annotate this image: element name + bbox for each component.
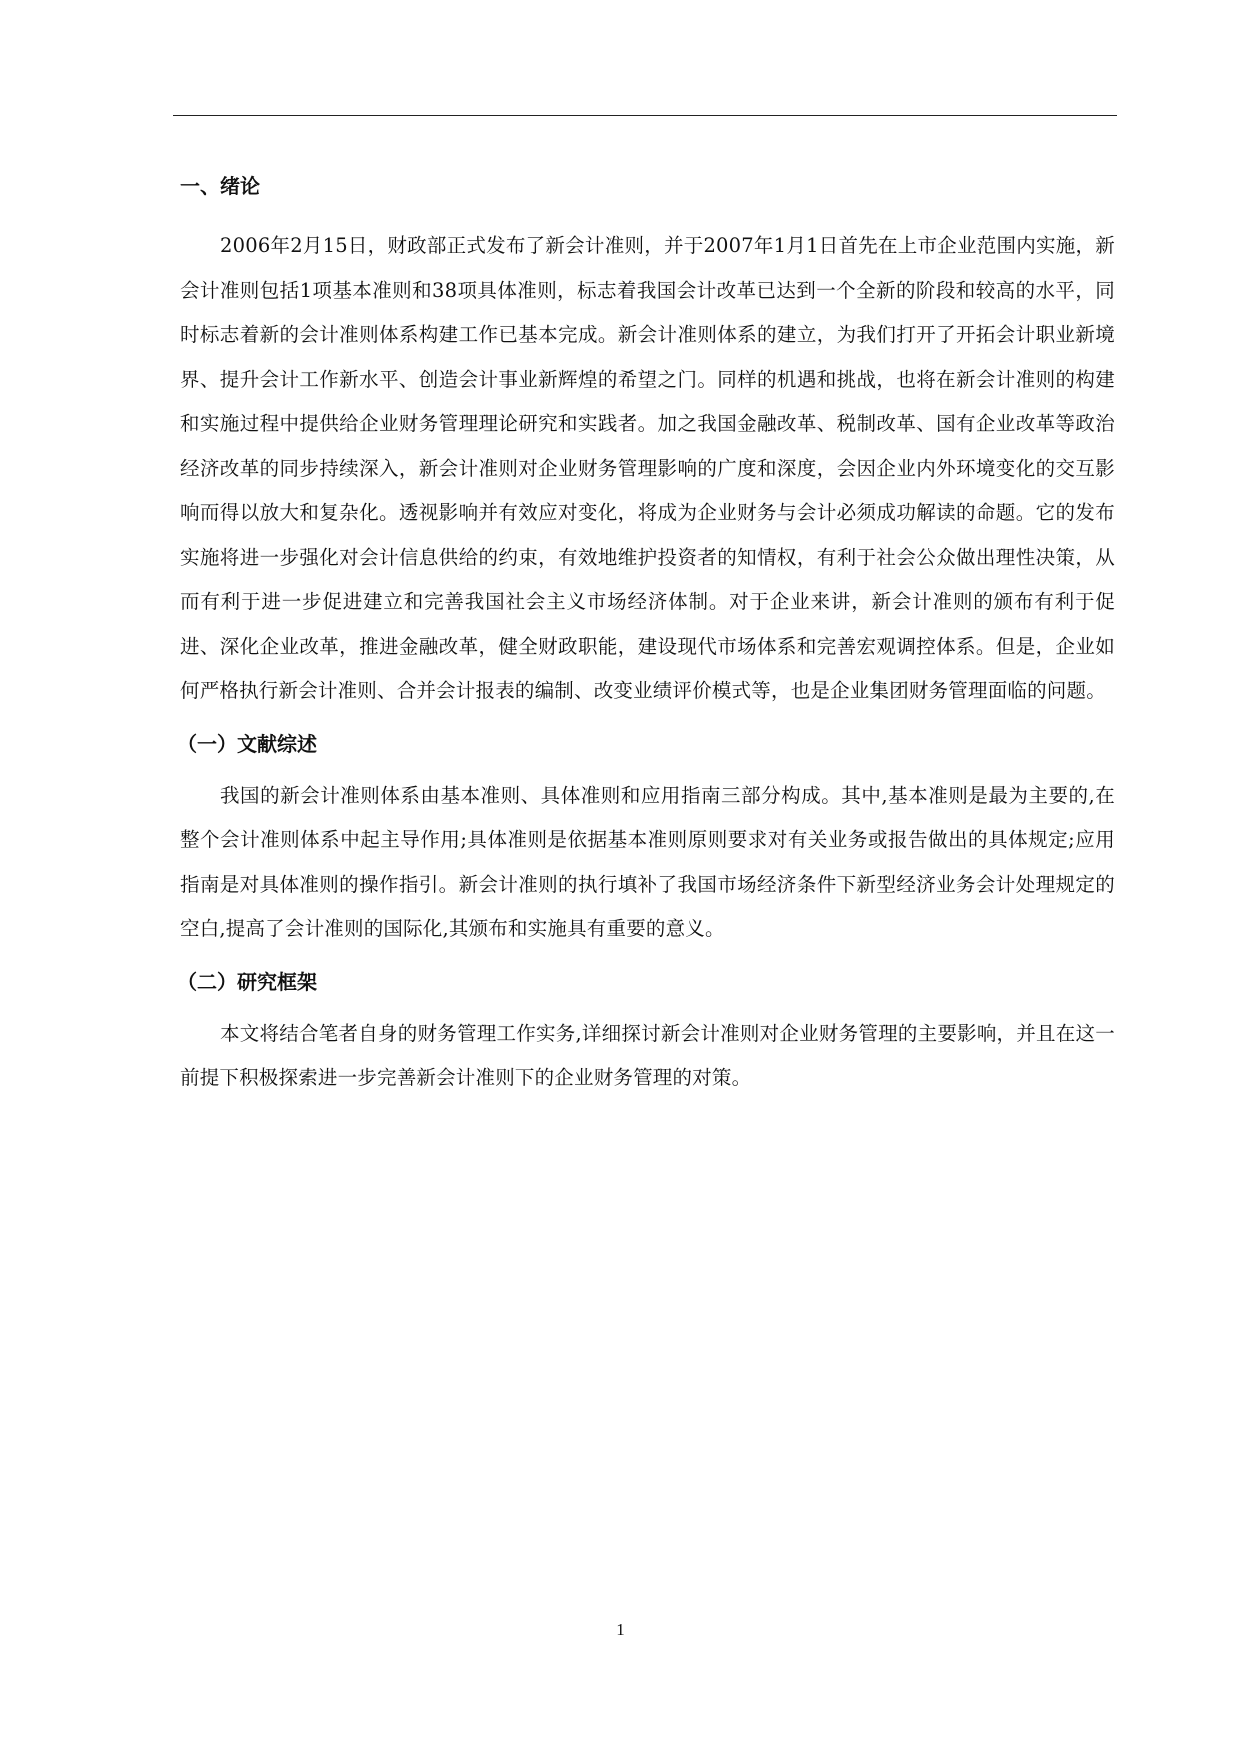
research-framework-paragraph: 本文将结合笔者自身的财务管理工作实务,详细探讨新会计准则对企业财务管理的主要影响，并且在这一前提下积极探索进一步完善新会计准则下的企业财务管理的对策。 [180, 1021, 1115, 1089]
subsection-title-literature-review: （一）文献综述 [177, 731, 317, 756]
subsection-title-research-framework: （二）研究框架 [177, 969, 317, 994]
intro-paragraph: 2006年2月15日，财政部正式发布了新会计准则，并于2007年1月1日首先在上市企业范围内实施，新会计准则包括1项基本准则和38项具体准则，标志着我国会计改革已达到一个全新的阶段和较高的水平，同时标志着新的会计准则体系构建工作已基本完成。新会计准则体系的建立，为我们打开了开拓会计职业新境界、提升会计工作新水平、创造会计事业新辉煌的希望之门。同样的机遇和挑战，也将在新会计准则的构建和实施过程中提供给企业财务管理理论研究和实践者。加之我国金融改革、税制改革、国有企业改革等政治经济改革的同步持续深入，新会计准则对企业财务管理影响的广度和深度，会因企业内外环境变化的交互影响而得以放大和复杂化。透视影响并有效应对变化，将成为企业财务与会计必须成功解读的命题。它的发布实施将进一步强化对会计信息供给的约束，有效地维护投资者的知情权，有利于社会公众做出理性决策，从而有利于进一步促进建立和完善我国社会主义市场经济体制。对于企业来讲，新会计准则的颁布有利于促进、深化企业改革，推进金融改革，健全财政职能，建设现代市场体系和完善宏观调控体系。但是，企业如何严格执行新会计准则、合并会计报表的编制、改变业绩评价模式等，也是企业集团财务管理面临的问题。 [180, 234, 1115, 702]
page-number: 1 [616, 1620, 625, 1639]
section-title: 一、绪论 [180, 174, 260, 198]
header-rule [173, 115, 1117, 116]
document-body [177, 168, 1115, 1101]
literature-review-paragraph: 我国的新会计准则体系由基本准则、具体准则和应用指南三部分构成。其中,基本准则是最为主要的,在整个会计准则体系中起主导作用;具体准则是依据基本准则原则要求对有关业务或报告做出的具体规定;应用指南是对具体准则的操作指引。新会计准则的执行填补了我国市场经济条件下新型经济业务会计处理规定的空白,提高了会计准则的国际化,其颁布和实施具有重要的意义。 [180, 783, 1115, 940]
